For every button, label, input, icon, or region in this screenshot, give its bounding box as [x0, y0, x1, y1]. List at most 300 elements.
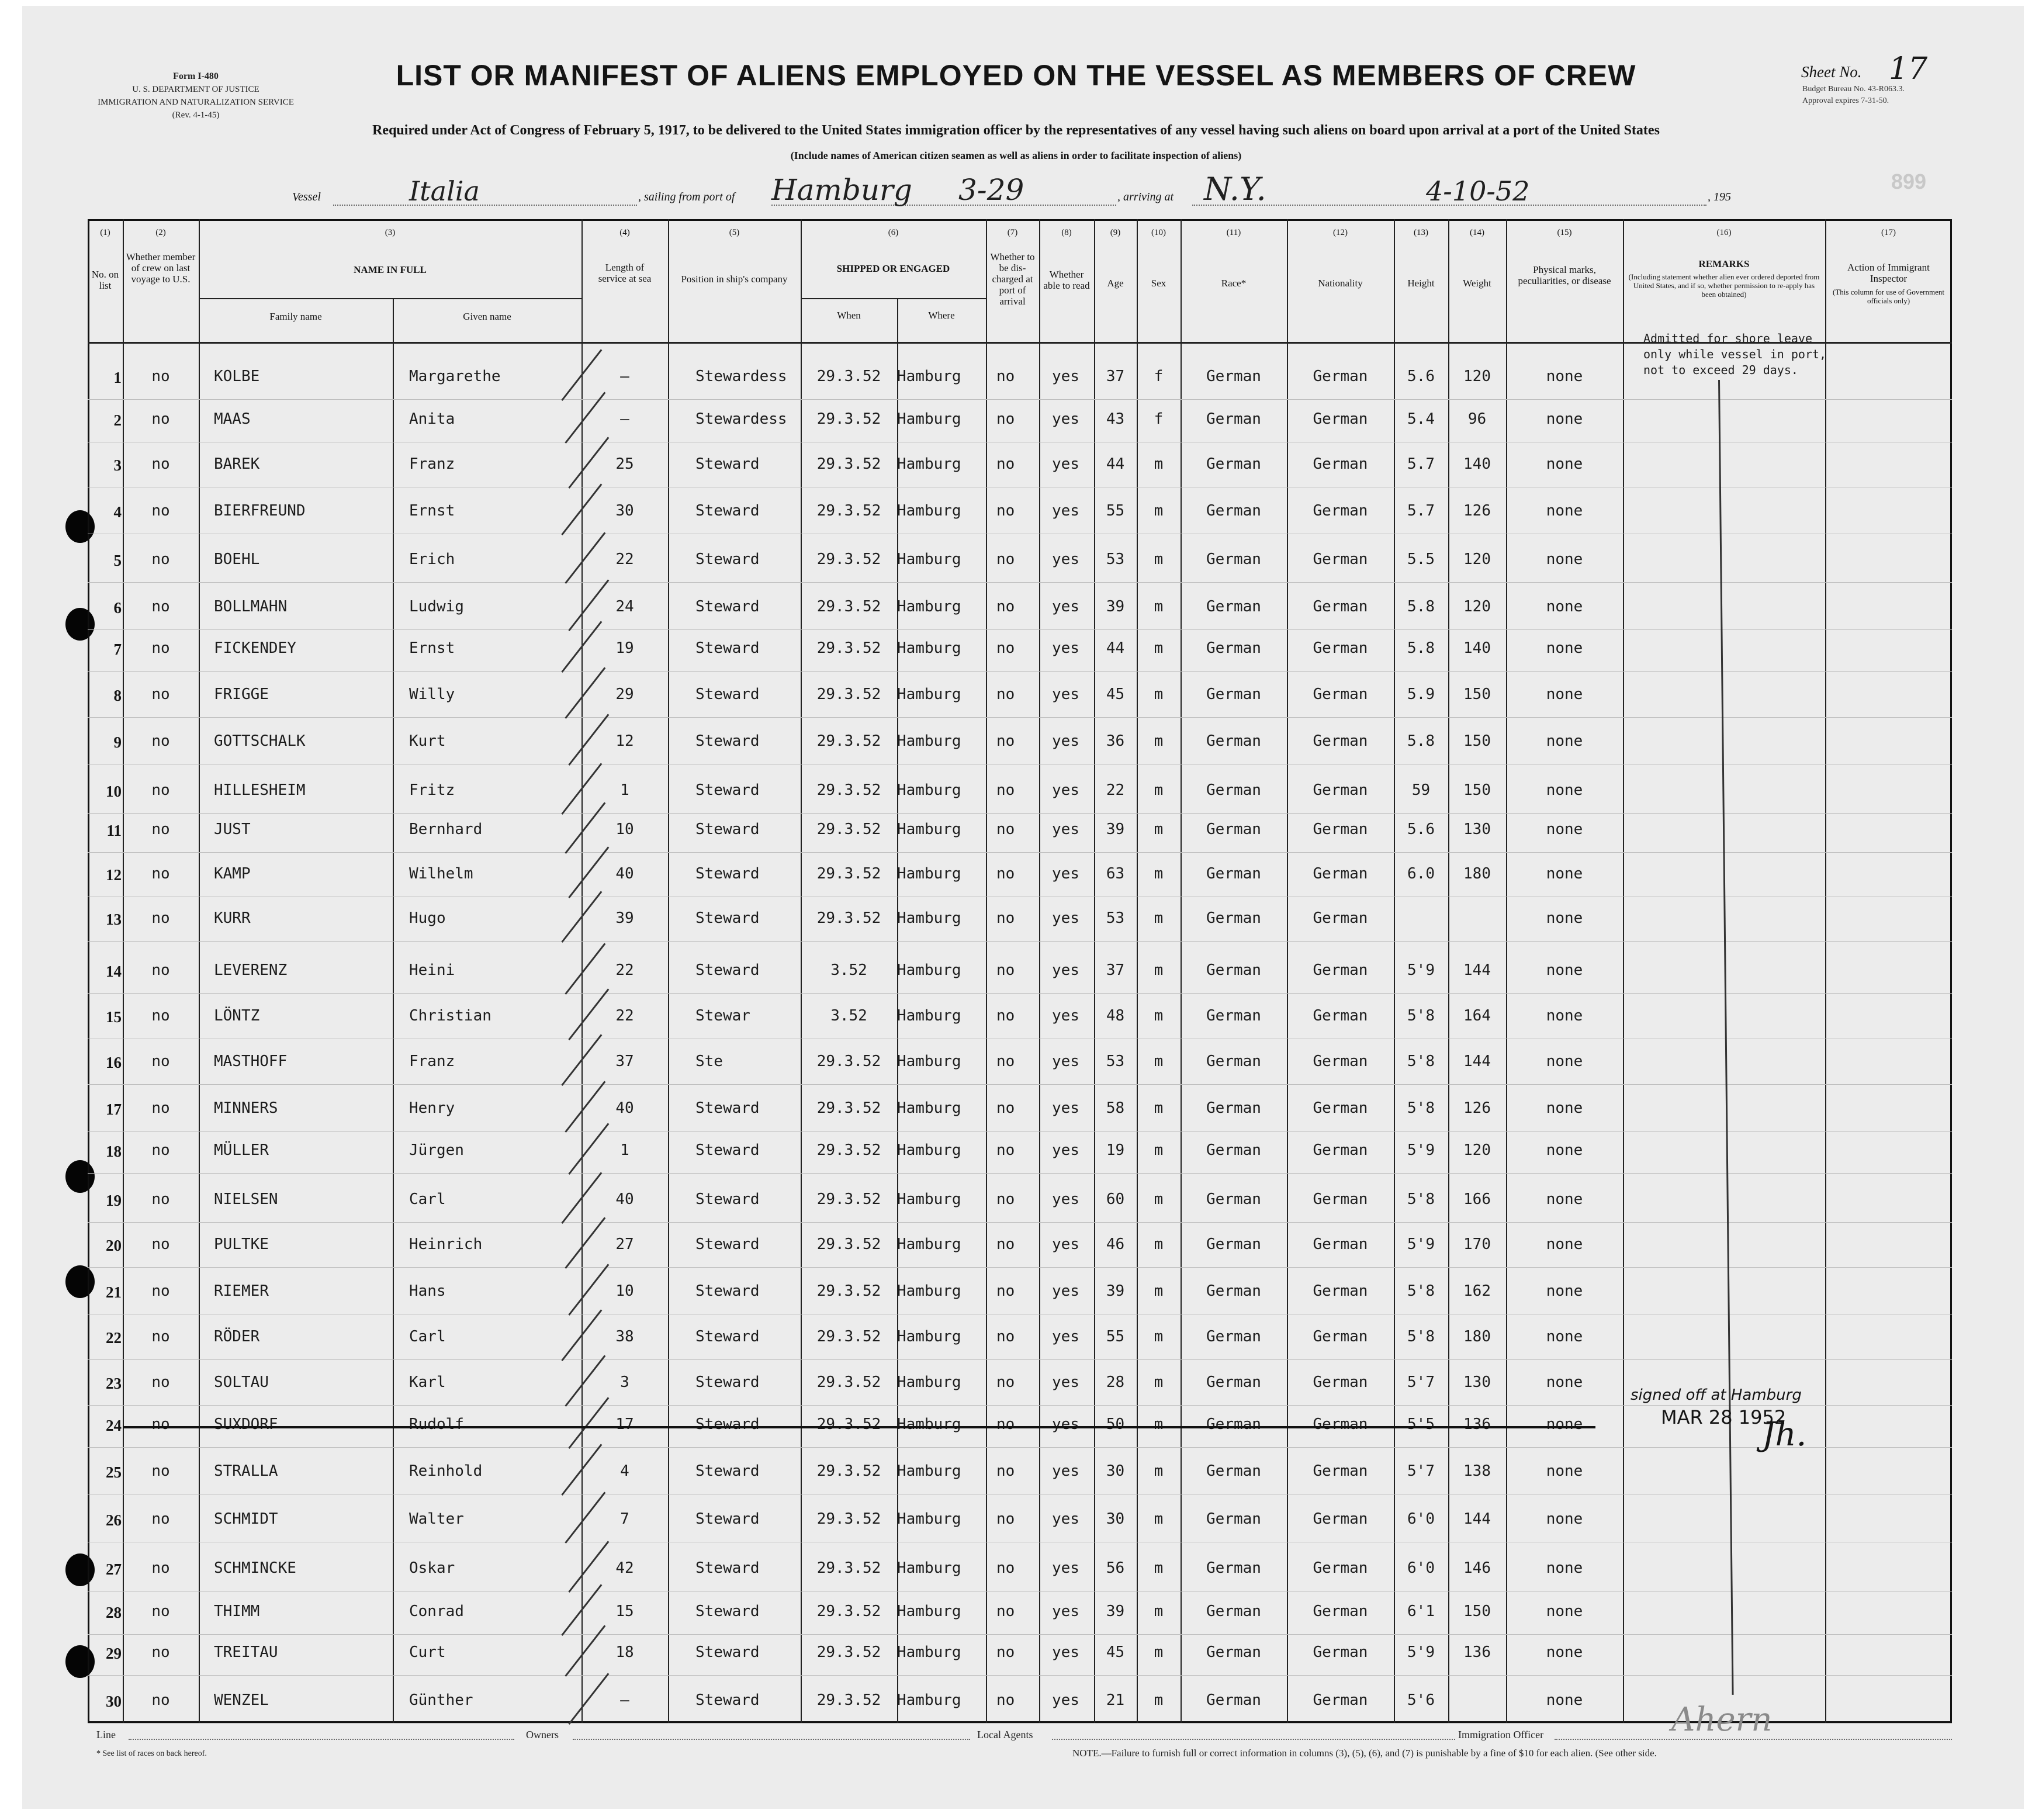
cell-where: Hamburg	[897, 455, 961, 473]
cell-race: German	[1206, 551, 1261, 568]
cell-when: 29.3.52	[816, 821, 881, 838]
cell-family: RÖDER	[214, 1328, 260, 1345]
cell-height: 5.8	[1407, 639, 1435, 657]
cell-read: yes	[1052, 1373, 1079, 1391]
col-header-remarks-note: (Including statement whether alien ever ordered deported from United States, and if so, whether permission to re-apply has been obtained)	[1628, 272, 1820, 299]
cell-where: Hamburg	[897, 821, 961, 838]
cell-sex: m	[1154, 1603, 1164, 1620]
cell-read: yes	[1052, 502, 1079, 520]
cell-length: 29	[615, 686, 634, 703]
cell-weight: 120	[1463, 551, 1491, 568]
cell-length: —	[620, 410, 629, 428]
cell-disch: no	[996, 1462, 1015, 1480]
cell-family: MÜLLER	[214, 1141, 269, 1159]
cell-where: Hamburg	[897, 1691, 961, 1709]
row-number: 22	[106, 1329, 122, 1347]
row-number: 2	[113, 411, 122, 429]
cell-given: Ernst	[409, 502, 455, 520]
cell-family: JUST	[214, 821, 251, 838]
row-number: 19	[106, 1192, 122, 1209]
cell-height: 5'9	[1407, 1643, 1435, 1661]
cell-length: 1	[620, 1141, 629, 1159]
cell-when: 29.3.52	[816, 1141, 881, 1159]
cell-weight: 170	[1463, 1236, 1491, 1253]
cell-height: 5'8	[1407, 1282, 1435, 1300]
grid-line	[393, 298, 394, 1723]
col-header-action-note: (This column for use of Government officials only)	[1833, 288, 1944, 305]
col-num: (7)	[1007, 228, 1018, 237]
cell-given: Fritz	[409, 781, 455, 799]
cell-nat: German	[1313, 1053, 1368, 1070]
cell-age: 37	[1106, 368, 1125, 385]
cell-last: no	[151, 1282, 170, 1300]
cell-when: 29.3.52	[816, 502, 881, 520]
cell-position: Steward	[695, 551, 760, 568]
grid-line	[1825, 219, 1826, 1723]
cell-nat: German	[1313, 1559, 1368, 1577]
cell-length: 12	[615, 732, 634, 750]
cell-nat: German	[1313, 639, 1368, 657]
cell-race: German	[1206, 1462, 1261, 1480]
cell-marks: none	[1546, 821, 1583, 838]
cell-race: German	[1206, 639, 1261, 657]
col-header-physical: Physical marks, peculiarities, or disease	[1518, 264, 1611, 286]
row-number: 5	[113, 552, 122, 569]
cell-last: no	[151, 686, 170, 703]
cell-marks: none	[1546, 909, 1583, 927]
cell-family: LÖNTZ	[214, 1007, 260, 1025]
col-num: (16)	[1716, 228, 1732, 237]
cell-position: Steward	[695, 1643, 760, 1661]
cell-marks: none	[1546, 1603, 1583, 1620]
cell-weight: 150	[1463, 686, 1491, 703]
cell-position: Steward	[695, 639, 760, 657]
cell-sex: m	[1154, 909, 1164, 927]
cell-height: 5'5	[1407, 1416, 1435, 1433]
cell-where: Hamburg	[897, 502, 961, 520]
cell-height: 6'1	[1407, 1603, 1435, 1620]
row-number: 27	[106, 1561, 122, 1578]
cell-position: Ste	[695, 1053, 723, 1070]
grid-line	[199, 219, 200, 1723]
cell-family: TREITAU	[214, 1643, 278, 1661]
cell-race: German	[1206, 1643, 1261, 1661]
cell-age: 43	[1106, 410, 1125, 428]
cell-last: no	[151, 1559, 170, 1577]
cell-last: no	[151, 1191, 170, 1208]
cell-position: Steward	[695, 1462, 760, 1480]
cell-sex: m	[1154, 1462, 1164, 1480]
cell-when: 29.3.52	[816, 1236, 881, 1253]
cell-given: Heini	[409, 961, 455, 979]
cell-disch: no	[996, 1191, 1015, 1208]
cell-read: yes	[1052, 455, 1079, 473]
cell-where: Hamburg	[897, 1007, 961, 1025]
row-number: 24	[106, 1417, 122, 1434]
budget-number: Budget Bureau No. 43-R063.3.	[1802, 85, 1905, 94]
cell-read: yes	[1052, 1282, 1079, 1300]
cell-weight: 166	[1463, 1191, 1491, 1208]
cell-nat: German	[1313, 1603, 1368, 1620]
cell-given: Erich	[409, 551, 455, 568]
races-note: * See list of races on back hereof.	[96, 1749, 207, 1758]
col-header-age: Age	[1107, 278, 1124, 289]
cell-height: 5.5	[1407, 551, 1435, 568]
cell-weight: 138	[1463, 1462, 1491, 1480]
cell-length: 4	[620, 1462, 629, 1480]
cell-when: 29.3.52	[816, 368, 881, 385]
cell-marks: none	[1546, 1510, 1583, 1528]
arrival-date: 4-10-52	[1426, 175, 1530, 207]
cell-family: BAREK	[214, 455, 260, 473]
cell-nat: German	[1313, 598, 1368, 615]
cell-last: no	[151, 1099, 170, 1117]
col-num: (3)	[385, 228, 396, 237]
cell-disch: no	[996, 781, 1015, 799]
cell-where: Hamburg	[897, 598, 961, 615]
cell-age: 44	[1106, 639, 1125, 657]
cell-when: 29.3.52	[816, 1416, 881, 1433]
row-number: 14	[106, 963, 122, 980]
cell-marks: none	[1546, 865, 1583, 883]
cell-where: Hamburg	[897, 1643, 961, 1661]
cell-race: German	[1206, 598, 1261, 615]
cell-height: 6'0	[1407, 1559, 1435, 1577]
cell-nat: German	[1313, 368, 1368, 385]
cell-age: 55	[1106, 502, 1125, 520]
cell-when: 29.3.52	[816, 686, 881, 703]
cell-sex: m	[1154, 1141, 1164, 1159]
cell-read: yes	[1052, 410, 1079, 428]
cell-weight: 96	[1467, 410, 1487, 428]
stamp-date: MAR 28 1952	[1661, 1406, 1787, 1428]
row-number: 21	[106, 1283, 122, 1301]
cell-read: yes	[1052, 598, 1079, 615]
cell-given: Christian	[409, 1007, 491, 1025]
cell-position: Steward	[695, 1373, 760, 1391]
cell-nat: German	[1313, 1191, 1368, 1208]
cell-weight: 140	[1463, 639, 1491, 657]
cell-position: Steward	[695, 455, 760, 473]
cell-marks: none	[1546, 1099, 1583, 1117]
cell-height: 5'9	[1407, 1141, 1435, 1159]
col-num: (8)	[1061, 228, 1072, 237]
cell-age: 53	[1106, 1053, 1125, 1070]
row-number: 6	[113, 599, 122, 617]
cell-read: yes	[1052, 1603, 1079, 1620]
footer-officer-label: Immigration Officer	[1458, 1729, 1544, 1741]
cell-height: 5.6	[1407, 821, 1435, 838]
cell-weight: 130	[1463, 821, 1491, 838]
cell-disch: no	[996, 909, 1015, 927]
cell-last: no	[151, 1141, 170, 1159]
cell-age: 19	[1106, 1141, 1125, 1159]
row-number: 9	[113, 733, 122, 751]
col-num: (6)	[888, 228, 899, 237]
cell-position: Steward	[695, 909, 760, 927]
cell-where: Hamburg	[897, 1416, 961, 1433]
cell-last: no	[151, 821, 170, 838]
cell-when: 29.3.52	[816, 865, 881, 883]
cell-position: Steward	[695, 781, 760, 799]
cell-position: Steward	[695, 502, 760, 520]
cell-last: no	[151, 455, 170, 473]
cell-given: Jürgen	[409, 1141, 464, 1159]
cell-when: 29.3.52	[816, 1282, 881, 1300]
cell-age: 60	[1106, 1191, 1125, 1208]
cell-family: STRALLA	[214, 1462, 278, 1480]
cell-weight: 130	[1463, 1373, 1491, 1391]
col-header-when: When	[837, 310, 861, 321]
cell-family: KOLBE	[214, 368, 260, 385]
cell-marks: none	[1546, 1007, 1583, 1025]
cell-position: Steward	[695, 1191, 760, 1208]
row-divider	[88, 1084, 1952, 1085]
year-label: , 195	[1708, 191, 1731, 203]
cell-where: Hamburg	[897, 410, 961, 428]
col-header-given: Given name	[463, 311, 511, 322]
cell-length: 15	[615, 1603, 634, 1620]
cell-last: no	[151, 909, 170, 927]
cell-height: 5'8	[1407, 1191, 1435, 1208]
cell-length: 38	[615, 1328, 634, 1345]
cell-when: 29.3.52	[816, 639, 881, 657]
form-number: Form I-480	[173, 71, 219, 81]
cell-race: German	[1206, 732, 1261, 750]
cell-family: MINNERS	[214, 1099, 278, 1117]
row-number: 10	[106, 783, 122, 800]
cell-read: yes	[1052, 865, 1079, 883]
cell-height: 5'8	[1407, 1099, 1435, 1117]
cell-disch: no	[996, 639, 1015, 657]
sheet-number: 17	[1889, 51, 1928, 86]
cell-age: 53	[1106, 909, 1125, 927]
cell-position: Stewardess	[695, 410, 787, 428]
cell-given: Wilhelm	[409, 865, 473, 883]
cell-read: yes	[1052, 781, 1079, 799]
row-divider	[88, 1222, 1952, 1223]
cell-last: no	[151, 1510, 170, 1528]
row-divider	[88, 813, 1952, 814]
cell-sex: m	[1154, 1282, 1164, 1300]
cell-given: Franz	[409, 455, 455, 473]
cell-position: Steward	[695, 732, 760, 750]
cell-height: 5.8	[1407, 732, 1435, 750]
cell-disch: no	[996, 1282, 1015, 1300]
cell-disch: no	[996, 1691, 1015, 1709]
cell-last: no	[151, 1416, 170, 1433]
cell-age: 36	[1106, 732, 1125, 750]
row-divider	[88, 717, 1952, 718]
footer-owners-label: Owners	[526, 1729, 559, 1741]
row-divider	[88, 671, 1952, 672]
cell-disch: no	[996, 1603, 1015, 1620]
cell-family: BOEHL	[214, 551, 260, 568]
col-num: (13)	[1414, 228, 1428, 237]
cell-height: 6'0	[1407, 1510, 1435, 1528]
cell-age: 30	[1106, 1510, 1125, 1528]
row-divider	[88, 941, 1952, 942]
cell-sex: m	[1154, 781, 1164, 799]
cell-sex: m	[1154, 1373, 1164, 1391]
row-number: 1	[113, 369, 122, 386]
col-header-remarks: REMARKS	[1698, 258, 1750, 269]
row-number: 25	[106, 1463, 122, 1481]
cell-disch: no	[996, 410, 1015, 428]
cell-family: WENZEL	[214, 1691, 269, 1709]
cell-race: German	[1206, 1510, 1261, 1528]
cell-where: Hamburg	[897, 781, 961, 799]
cell-when: 29.3.52	[816, 1559, 881, 1577]
row-divider	[88, 1267, 1952, 1268]
cell-position: Steward	[695, 865, 760, 883]
cell-weight: 150	[1463, 781, 1491, 799]
cell-weight: 164	[1463, 1007, 1491, 1025]
strikethrough-line	[123, 1426, 1595, 1428]
cell-nat: German	[1313, 551, 1368, 568]
cell-length: 40	[615, 1099, 634, 1117]
cell-weight: 180	[1463, 1328, 1491, 1345]
cell-where: Hamburg	[897, 1559, 961, 1577]
cell-race: German	[1206, 909, 1261, 927]
header-subline	[199, 298, 581, 299]
cell-where: Hamburg	[897, 639, 961, 657]
cell-length: 27	[615, 1236, 634, 1253]
cell-where: Hamburg	[897, 865, 961, 883]
cell-given: Henry	[409, 1099, 455, 1117]
footer-agents-label: Local Agents	[977, 1729, 1033, 1741]
cell-family: BIERFREUND	[214, 502, 306, 520]
cell-given: Günther	[409, 1691, 473, 1709]
cell-marks: none	[1546, 1559, 1583, 1577]
cell-marks: none	[1546, 1373, 1583, 1391]
cell-last: no	[151, 1328, 170, 1345]
cell-where: Hamburg	[897, 1462, 961, 1480]
cell-length: 40	[615, 1191, 634, 1208]
grid-line	[1623, 219, 1624, 1723]
cell-read: yes	[1052, 821, 1079, 838]
cell-when: 29.3.52	[816, 1191, 881, 1208]
cell-nat: German	[1313, 686, 1368, 703]
col-header-where: Where	[928, 310, 955, 321]
cell-where: Hamburg	[897, 1141, 961, 1159]
row-number: 11	[106, 822, 122, 839]
cell-read: yes	[1052, 1510, 1079, 1528]
cell-nat: German	[1313, 502, 1368, 520]
cell-when: 29.3.52	[816, 909, 881, 927]
cell-height: 5'8	[1407, 1053, 1435, 1070]
footer-dotline	[573, 1739, 970, 1740]
footer-dotline	[129, 1739, 514, 1740]
cell-height: 5'9	[1407, 1236, 1435, 1253]
cell-when: 29.3.52	[816, 1373, 881, 1391]
col-num: (5)	[729, 228, 740, 237]
cell-disch: no	[996, 368, 1015, 385]
col-header-sex: Sex	[1151, 278, 1166, 289]
cell-disch: no	[996, 502, 1015, 520]
cell-length: 3	[620, 1373, 629, 1391]
cell-given: Ernst	[409, 639, 455, 657]
cell-height: 59	[1411, 781, 1431, 799]
cell-read: yes	[1052, 551, 1079, 568]
cell-marks: none	[1546, 368, 1583, 385]
cell-sex: m	[1154, 1643, 1164, 1661]
cell-marks: none	[1546, 961, 1583, 979]
col-num: (9)	[1110, 228, 1121, 237]
cell-sex: m	[1154, 639, 1164, 657]
signed-off-stamp	[1631, 1386, 1853, 1454]
cell-length: 18	[615, 1643, 634, 1661]
cell-disch: no	[996, 865, 1015, 883]
cell-where: Hamburg	[897, 1603, 961, 1620]
cell-position: Steward	[695, 1691, 760, 1709]
cell-when: 29.3.52	[816, 1328, 881, 1345]
cell-race: German	[1206, 368, 1261, 385]
row-number: 18	[106, 1143, 122, 1160]
cell-disch: no	[996, 1141, 1015, 1159]
cell-where: Hamburg	[897, 1053, 961, 1070]
cell-disch: no	[996, 598, 1015, 615]
col-num: (12)	[1333, 228, 1348, 237]
row-number: 29	[106, 1645, 122, 1662]
cell-sex: m	[1154, 1191, 1164, 1208]
cell-position: Steward	[695, 598, 760, 615]
cell-height: 5'8	[1407, 1007, 1435, 1025]
cell-last: no	[151, 1691, 170, 1709]
sailing-label: , sailing from port of	[638, 191, 735, 203]
cell-marks: none	[1546, 502, 1583, 520]
cell-race: German	[1206, 1053, 1261, 1070]
cell-where: Hamburg	[897, 732, 961, 750]
row-number: 7	[113, 641, 122, 658]
sailing-date: 3-29	[958, 173, 1024, 207]
cell-disch: no	[996, 1510, 1015, 1528]
cell-last: no	[151, 1373, 170, 1391]
cell-position: Steward	[695, 1236, 760, 1253]
cell-marks: none	[1546, 1236, 1583, 1253]
cell-last: no	[151, 551, 170, 568]
cell-position: Steward	[695, 1282, 760, 1300]
cell-given: Hugo	[409, 909, 446, 927]
row-number: 13	[106, 911, 122, 928]
penalty-note: NOTE.—Failure to furnish full or correct information in columns (3), (5), (6), and (7) is punishable by a fine of $10 for each alien. (See other side.	[1072, 1748, 1657, 1759]
cell-last: no	[151, 368, 170, 385]
vessel-dotline	[333, 205, 637, 206]
cell-last: no	[151, 1236, 170, 1253]
cell-given: Bernhard	[409, 821, 483, 838]
cell-nat: German	[1313, 1007, 1368, 1025]
cell-length: 25	[615, 455, 634, 473]
cell-length: 7	[620, 1510, 629, 1528]
cell-when: 29.3.52	[816, 781, 881, 799]
row-divider	[88, 993, 1952, 994]
cell-marks: none	[1546, 1416, 1583, 1433]
cell-when: 29.3.52	[816, 551, 881, 568]
row-number: 30	[106, 1693, 122, 1710]
cell-read: yes	[1052, 1236, 1079, 1253]
row-number: 16	[106, 1054, 122, 1071]
cell-last: no	[151, 410, 170, 428]
cell-age: 21	[1106, 1691, 1125, 1709]
col-num: (14)	[1470, 228, 1484, 237]
cell-where: Hamburg	[897, 1373, 961, 1391]
cell-when: 29.3.52	[816, 1053, 881, 1070]
cell-when: 29.3.52	[816, 1099, 881, 1117]
cell-where: Hamburg	[897, 1099, 961, 1117]
col-num: (2)	[155, 228, 166, 237]
cell-family: MAAS	[214, 410, 251, 428]
cell-nat: German	[1313, 1141, 1368, 1159]
